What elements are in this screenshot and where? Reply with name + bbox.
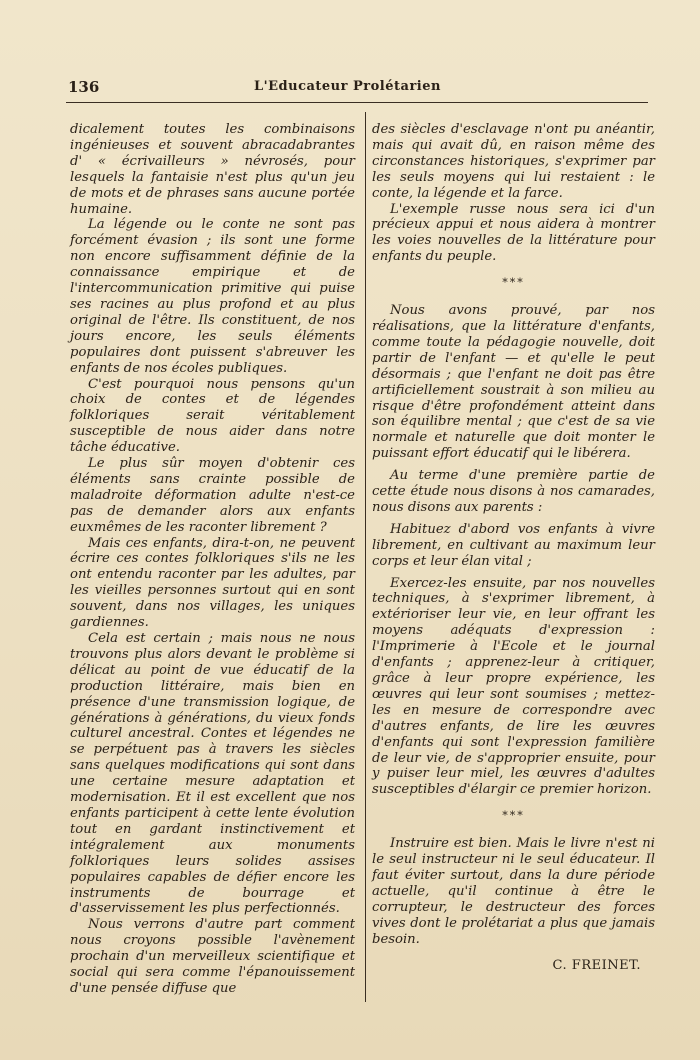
paragraph: Cela est certain ; mais nous ne nous trouvons plus alors devant le problème si délicat au point de vue éducatif de la production littéraire, mais bien en présence d'une transmission logique, de générations à générations, du vieux fonds culturel ancestral. Contes et légendes ne se perpétuent pas à travers les siècles sans quelques modifications qui sont dans une certaine mesure adaptation et modernisation. Et il est excellent que nos enfants participent à cette lente évolution tout en gardant instinctivement et intégralement aux monuments folkloriques leurs solides assises populaires capables de défier encore les instruments de bourrage et d'asservissement les plus perfectionnés. bbox=[70, 631, 355, 917]
running-title: L'Educateur Prolétarien bbox=[254, 79, 441, 94]
paragraph: La légende ou le conte ne sont pas forcément évasion ; ils sont une forme non encore suffisamment définie de la connaissance empirique et de l'intercommunication primitive qui puise ses racines au plus profond et au plus original de l'être. Ils constituent, de nos jours encore, les seuls éléments populaires dont puissent s'abreuver les enfants de nos écoles publiques. bbox=[70, 217, 355, 376]
left-column bbox=[70, 122, 355, 997]
page-header bbox=[66, 76, 648, 100]
section-separator: *** bbox=[502, 276, 525, 290]
paragraph: Exercez-les ensuite, par nos nouvelles techniques, à s'exprimer librement, à extérioriser leur vie, en leur offrant les moyens adéquats d'expression : l'Imprimerie à l'Ecole et le journal d'enfants ; apprenez-leur à critiquer, grâce à leur propre expérience, les œuvres qui leur sont soumises ; mettez-les en mesure de correspondre avec d'autres enfants, de lire les œuvres d'enfants qui sont l'expression familière de leur vie, de s'approprier ensuite, pour y puiser leur miel, les œuvres d'adultes susceptibles d'élargir ce premier horizon. bbox=[372, 575, 655, 798]
paragraph: C'est pourquoi nous pensons qu'un choix de contes et de légendes folkloriques serait véritablement susceptible de nous aider dans notre tâche éducative. bbox=[70, 376, 355, 456]
paragraph: Nous verrons d'autre part comment nous croyons possible l'avènement prochain d'un merveilleux scientifique et social qui sera comme l'épanouissement d'une pensée diffuse que bbox=[70, 917, 355, 996]
paragraph: Instruire est bien. Mais le livre n'est ni le seul instructeur ni le seul éducateur. Il faut éviter surtout, dans la dure période actuelle, qu'il continue à être le corrupteur, le destructeur des forces vives dont le prolétariat a plus que jamais besoin. bbox=[372, 836, 655, 947]
header-rule bbox=[66, 102, 648, 103]
paragraph: Habituez d'abord vos enfants à vivre librement, en cultivant au maximum leur corps et leur élan vital ; bbox=[372, 521, 655, 569]
paragraph: Nous avons prouvé, par nos réalisations, que la littérature d'enfants, comme toute la pédagogie nouvelle, doit partir de l'enfant — et qu'elle le peut désormais ; que l'enfant ne doit pas être artificiellement soustrait à son milieu au risque d'être profondément atteint dans son équilibre mental ; que c'est de sa vie normale et naturelle que doit monter le puissant effort éducatif qui le libérera. bbox=[372, 303, 655, 462]
paragraph: L'exemple russe nous sera ici d'un précieux appui et nous aidera à montrer les voies nouvelles de la littérature pour enfants du peuple. bbox=[372, 201, 655, 265]
right-column bbox=[372, 122, 655, 973]
paragraph: Mais ces enfants, dira-t-on, ne peuvent écrire ces contes folkloriques s'ils ne les ont entendu raconter par les adultes, par les vieilles personnes surtout qui en sont souvent, dans nos villages, les uniques gardiennes. bbox=[70, 535, 355, 631]
paragraph: dicalement toutes les combinaisons ingénieuses et souvent abracadabrantes d' « écrivailleurs » névrosés, pour lesquels la fantaisie n'est plus qu'un jeu de mots et de phrases sans aucune portée humaine. bbox=[70, 122, 355, 217]
paragraph: des siècles d'esclavage n'ont pu anéantir, mais qui avait dû, en raison même des circonstances historiques, s'exprimer par les seuls moyens qui lui restaient : le conte, la légende et la farce. bbox=[372, 122, 655, 201]
paragraph: Au terme d'une première partie de cette étude nous disons à nos camarades, nous disons aux parents : bbox=[372, 468, 655, 515]
column-divider bbox=[365, 112, 366, 1002]
page-number: 136 bbox=[68, 78, 100, 96]
section-separator: *** bbox=[502, 809, 525, 823]
author-signature: C. FREINET. bbox=[552, 957, 641, 973]
paragraph: Le plus sûr moyen d'obtenir ces éléments sans crainte possible de maladroite déformation adulte n'est-ce pas de demander alors aux enfants euxmêmes de les raconter librement ? bbox=[70, 456, 355, 535]
